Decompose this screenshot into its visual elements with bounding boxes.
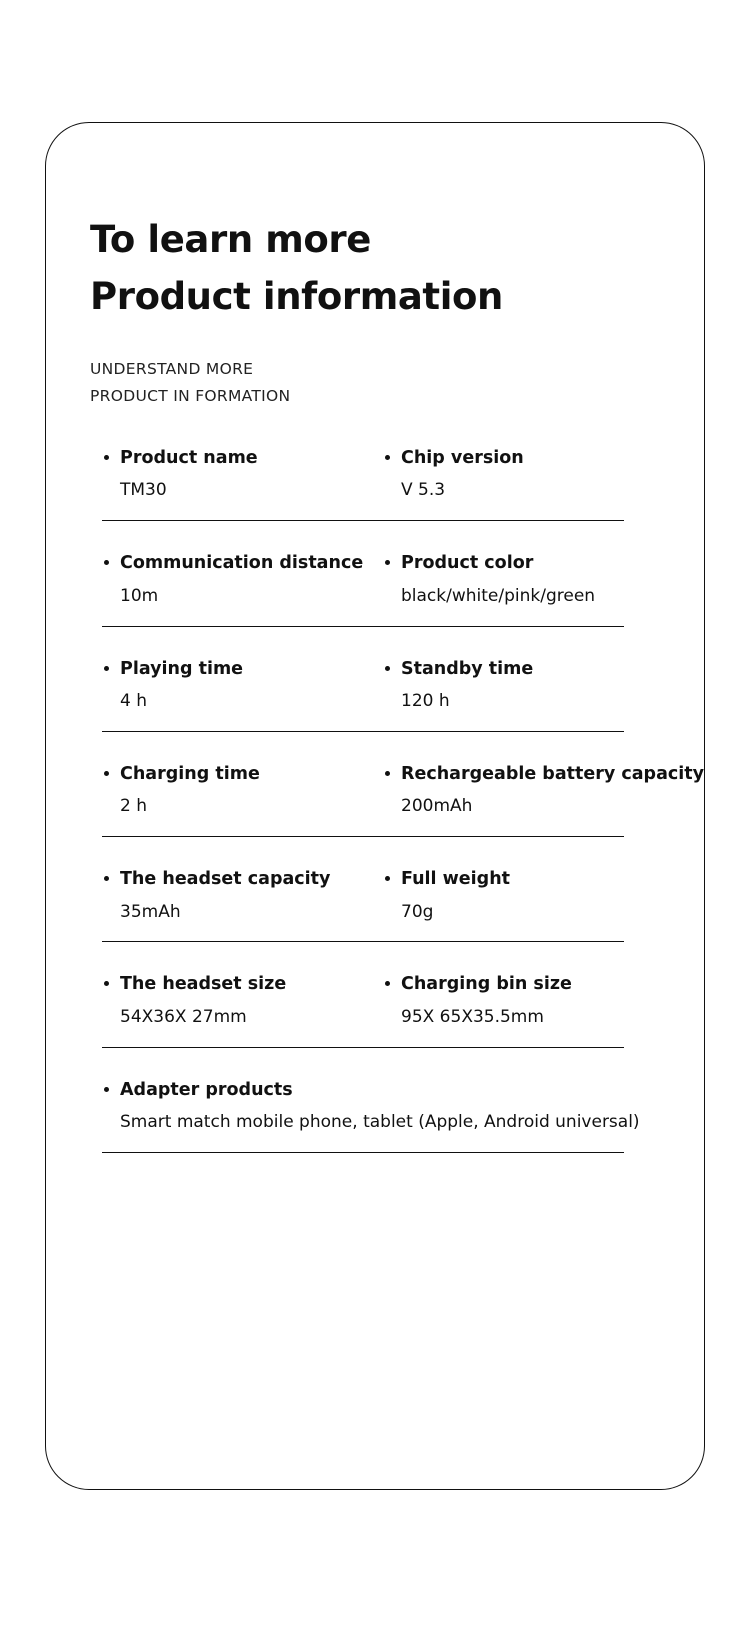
bullet-icon: [385, 876, 390, 881]
spec-label-text: Charging time: [120, 763, 260, 784]
page-subtitle-line2: PRODUCT IN FORMATION: [90, 386, 291, 405]
spec-cell: [383, 762, 705, 819]
card-content: [90, 211, 705, 1153]
bullet-icon: [385, 560, 390, 565]
spec-label-text: Product name: [120, 447, 258, 468]
spec-value: TM30: [120, 480, 167, 501]
spec-cell: [383, 551, 664, 608]
spec-label: [383, 551, 664, 576]
spec-label: [102, 657, 383, 682]
spec-row: [102, 1048, 664, 1153]
bullet-icon: [104, 981, 109, 986]
spec-cell: [102, 657, 383, 714]
spec-value: black/white/pink/green: [401, 585, 596, 606]
spec-value: 4 h: [120, 691, 147, 712]
spec-value: 2 h: [120, 796, 147, 817]
spec-label-text: Playing time: [120, 658, 244, 679]
spec-label-text: Adapter products: [120, 1079, 293, 1100]
spec-row: [102, 521, 664, 626]
spec-label: [102, 972, 383, 997]
product-info-card: [45, 122, 705, 1490]
spec-value: 70g: [401, 901, 434, 922]
page-subtitle-line1: UNDERSTAND MORE: [90, 359, 254, 378]
spec-label: [383, 867, 664, 892]
spec-cell: [102, 446, 383, 503]
spec-row: [102, 627, 664, 732]
page-subtitle: [90, 356, 664, 410]
page-title-line2: Product information: [90, 275, 503, 319]
spec-label: [383, 762, 705, 787]
page-title-line1: To learn more: [90, 218, 371, 261]
bullet-icon: [104, 560, 109, 565]
spec-cell: [102, 972, 383, 1029]
spec-row: [102, 942, 664, 1047]
spec-value: 10m: [120, 585, 159, 606]
spec-label-text: Rechargeable battery capacity: [401, 763, 705, 784]
bullet-icon: [104, 1087, 109, 1092]
spec-label-text: Full weight: [401, 869, 511, 890]
spec-label: [102, 867, 383, 892]
spec-label: [383, 446, 664, 471]
spec-cell: [383, 446, 664, 503]
spec-cell: [102, 1078, 664, 1135]
spec-value: 35mAh: [120, 901, 181, 922]
spec-value: 54X36X 27mm: [120, 1006, 247, 1027]
spec-table: [90, 446, 705, 1153]
spec-value: V 5.3: [401, 480, 446, 501]
spec-label: [383, 972, 664, 997]
spec-cell: [102, 867, 383, 924]
bullet-icon: [104, 666, 109, 671]
spec-label-text: Standby time: [401, 658, 534, 679]
spec-label-text: Charging bin size: [401, 974, 572, 995]
spec-cell: [102, 762, 383, 819]
spec-cell: [383, 972, 664, 1029]
spec-row: [102, 732, 705, 837]
spec-label-text: Communication distance: [120, 553, 364, 574]
bullet-icon: [385, 666, 390, 671]
bullet-icon: [385, 981, 390, 986]
spec-row: [102, 446, 664, 521]
spec-label-text: Product color: [401, 553, 534, 574]
spec-label: [102, 446, 383, 471]
spec-label-text: Chip version: [401, 447, 524, 468]
spec-label: [102, 551, 383, 576]
bullet-icon: [104, 876, 109, 881]
bullet-icon: [385, 455, 390, 460]
spec-value: 95X 65X35.5mm: [401, 1006, 544, 1027]
spec-cell: [102, 551, 383, 608]
spec-label: [102, 762, 383, 787]
bullet-icon: [104, 455, 109, 460]
page-title: [90, 211, 664, 326]
spec-cell: [383, 867, 664, 924]
spec-label: [383, 657, 664, 682]
bullet-icon: [104, 771, 109, 776]
spec-value: 120 h: [401, 691, 450, 712]
spec-label-text: The headset capacity: [120, 869, 331, 890]
bullet-icon: [385, 771, 390, 776]
spec-row: [102, 837, 664, 942]
spec-value: 200mAh: [401, 796, 473, 817]
spec-label-text: The headset size: [120, 974, 287, 995]
spec-cell: [383, 657, 664, 714]
spec-label: [102, 1078, 664, 1103]
spec-value: Smart match mobile phone, tablet (Apple, Android universal): [120, 1112, 640, 1133]
